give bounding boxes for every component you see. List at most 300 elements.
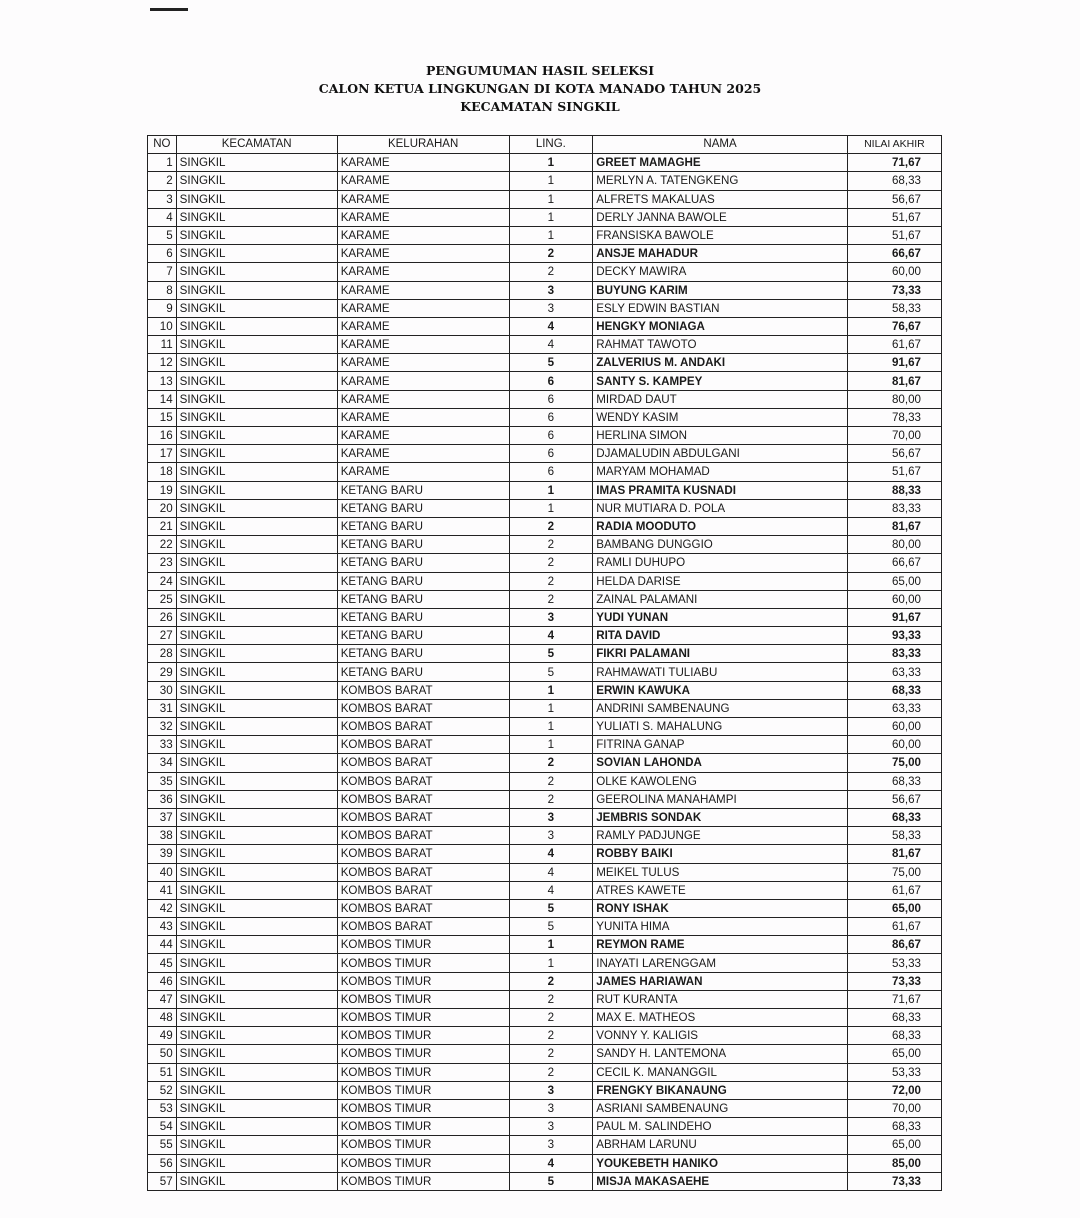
row-no: 39 xyxy=(148,845,177,863)
row-nama: BUYUNG KARIM xyxy=(593,281,848,299)
row-nilai-akhir: 51,67 xyxy=(847,226,941,244)
row-no: 14 xyxy=(148,390,177,408)
row-no: 25 xyxy=(148,590,177,608)
row-nama: ESLY EDWIN BASTIAN xyxy=(593,299,848,317)
row-ling: 3 xyxy=(509,1099,593,1117)
row-no: 40 xyxy=(148,863,177,881)
row-ling: 1 xyxy=(509,154,593,172)
row-nama: SANTY S. KAMPEY xyxy=(593,372,848,390)
row-nama: ATRES KAWETE xyxy=(593,881,848,899)
row-ling: 6 xyxy=(509,372,593,390)
row-nilai-akhir: 68,33 xyxy=(847,1118,941,1136)
row-kelurahan: KOMBOS BARAT xyxy=(337,808,509,826)
row-nama: ALFRETS MAKALUAS xyxy=(593,190,848,208)
row-nama: HERLINA SIMON xyxy=(593,427,848,445)
row-nilai-akhir: 60,00 xyxy=(847,263,941,281)
table-row xyxy=(148,517,942,535)
row-no: 37 xyxy=(148,808,177,826)
row-kecamatan: SINGKIL xyxy=(176,336,337,354)
row-kecamatan: SINGKIL xyxy=(176,1099,337,1117)
row-no: 22 xyxy=(148,536,177,554)
row-kelurahan: KOMBOS BARAT xyxy=(337,699,509,717)
row-no: 46 xyxy=(148,972,177,990)
row-nilai-akhir: 53,33 xyxy=(847,1063,941,1081)
row-ling: 2 xyxy=(509,790,593,808)
row-nama: HELDA DARISE xyxy=(593,572,848,590)
table-row xyxy=(148,663,942,681)
row-ling: 2 xyxy=(509,972,593,990)
row-kelurahan: KARAME xyxy=(337,390,509,408)
table-row xyxy=(148,263,942,281)
row-nilai-akhir: 68,33 xyxy=(847,1009,941,1027)
table-row xyxy=(148,445,942,463)
row-kelurahan: KETANG BARU xyxy=(337,608,509,626)
header-kecamatan: KECAMATAN xyxy=(176,136,337,154)
row-nama: MAX E. MATHEOS xyxy=(593,1009,848,1027)
table-row xyxy=(148,699,942,717)
row-nilai-akhir: 65,00 xyxy=(847,572,941,590)
row-no: 9 xyxy=(148,299,177,317)
row-no: 41 xyxy=(148,881,177,899)
row-nama: RONY ISHAK xyxy=(593,899,848,917)
row-kelurahan: KOMBOS BARAT xyxy=(337,772,509,790)
row-kecamatan: SINGKIL xyxy=(176,517,337,535)
row-nilai-akhir: 83,33 xyxy=(847,499,941,517)
row-nama: RAHMAT TAWOTO xyxy=(593,336,848,354)
row-nama: ASRIANI SAMBENAUNG xyxy=(593,1099,848,1117)
row-kecamatan: SINGKIL xyxy=(176,317,337,335)
table-row xyxy=(148,1027,942,1045)
row-nilai-akhir: 66,67 xyxy=(847,245,941,263)
row-no: 27 xyxy=(148,627,177,645)
row-nama: BAMBANG DUNGGIO xyxy=(593,536,848,554)
row-nilai-akhir: 75,00 xyxy=(847,863,941,881)
row-no: 30 xyxy=(148,681,177,699)
row-ling: 4 xyxy=(509,863,593,881)
row-ling: 4 xyxy=(509,317,593,335)
row-ling: 2 xyxy=(509,536,593,554)
row-nama: JEMBRIS SONDAK xyxy=(593,808,848,826)
row-kelurahan: KARAME xyxy=(337,354,509,372)
row-kecamatan: SINGKIL xyxy=(176,590,337,608)
table-row xyxy=(148,681,942,699)
table-row xyxy=(148,772,942,790)
row-ling: 1 xyxy=(509,954,593,972)
row-nilai-akhir: 73,33 xyxy=(847,972,941,990)
row-kecamatan: SINGKIL xyxy=(176,281,337,299)
row-kelurahan: KOMBOS BARAT xyxy=(337,681,509,699)
row-ling: 2 xyxy=(509,754,593,772)
table-row xyxy=(148,354,942,372)
row-nama: JAMES HARIAWAN xyxy=(593,972,848,990)
row-no: 31 xyxy=(148,699,177,717)
row-no: 42 xyxy=(148,899,177,917)
row-ling: 1 xyxy=(509,499,593,517)
row-nama: REYMON RAME xyxy=(593,936,848,954)
row-no: 21 xyxy=(148,517,177,535)
row-nama: RADIA MOODUTO xyxy=(593,517,848,535)
row-no: 50 xyxy=(148,1045,177,1063)
row-nama: DECKY MAWIRA xyxy=(593,263,848,281)
row-nilai-akhir: 71,67 xyxy=(847,154,941,172)
row-nilai-akhir: 61,67 xyxy=(847,881,941,899)
row-no: 52 xyxy=(148,1081,177,1099)
header-nilai-akhir: NILAI AKHIR xyxy=(847,136,941,154)
row-kecamatan: SINGKIL xyxy=(176,736,337,754)
row-nama: RAMLY PADJUNGE xyxy=(593,827,848,845)
row-no: 13 xyxy=(148,372,177,390)
row-kecamatan: SINGKIL xyxy=(176,408,337,426)
row-kecamatan: SINGKIL xyxy=(176,172,337,190)
row-ling: 6 xyxy=(509,445,593,463)
row-nama: YULIATI S. MAHALUNG xyxy=(593,718,848,736)
row-ling: 3 xyxy=(509,608,593,626)
header-no: NO xyxy=(148,136,177,154)
table-row xyxy=(148,790,942,808)
row-ling: 3 xyxy=(509,827,593,845)
row-kelurahan: KETANG BARU xyxy=(337,499,509,517)
row-nilai-akhir: 58,33 xyxy=(847,299,941,317)
row-no: 38 xyxy=(148,827,177,845)
row-ling: 2 xyxy=(509,245,593,263)
row-no: 24 xyxy=(148,572,177,590)
title-line-2: CALON KETUA LINGKUNGAN DI KOTA MANADO TAHUN 2025 xyxy=(318,81,762,96)
table-row xyxy=(148,226,942,244)
row-ling: 1 xyxy=(509,699,593,717)
table-row xyxy=(148,608,942,626)
row-nama: ERWIN KAWUKA xyxy=(593,681,848,699)
row-kelurahan: KARAME xyxy=(337,154,509,172)
row-kecamatan: SINGKIL xyxy=(176,699,337,717)
row-no: 17 xyxy=(148,445,177,463)
row-ling: 2 xyxy=(509,1045,593,1063)
row-kelurahan: KOMBOS TIMUR xyxy=(337,1136,509,1154)
table-row xyxy=(148,572,942,590)
row-kecamatan: SINGKIL xyxy=(176,572,337,590)
row-nama: RAHMAWATI TULIABU xyxy=(593,663,848,681)
row-kecamatan: SINGKIL xyxy=(176,663,337,681)
row-nilai-akhir: 80,00 xyxy=(847,390,941,408)
row-nama: CECIL K. MANANGGIL xyxy=(593,1063,848,1081)
row-kecamatan: SINGKIL xyxy=(176,463,337,481)
row-kelurahan: KARAME xyxy=(337,463,509,481)
row-ling: 2 xyxy=(509,263,593,281)
table-row xyxy=(148,627,942,645)
row-kelurahan: KARAME xyxy=(337,427,509,445)
row-kecamatan: SINGKIL xyxy=(176,772,337,790)
table-row xyxy=(148,881,942,899)
row-nilai-akhir: 75,00 xyxy=(847,754,941,772)
row-kelurahan: KETANG BARU xyxy=(337,517,509,535)
row-kelurahan: KARAME xyxy=(337,299,509,317)
row-kelurahan: KARAME xyxy=(337,445,509,463)
row-kelurahan: KARAME xyxy=(337,317,509,335)
row-ling: 3 xyxy=(509,1118,593,1136)
row-no: 56 xyxy=(148,1154,177,1172)
row-kecamatan: SINGKIL xyxy=(176,1118,337,1136)
row-nilai-akhir: 85,00 xyxy=(847,1154,941,1172)
table-row xyxy=(148,1081,942,1099)
row-nilai-akhir: 71,67 xyxy=(847,990,941,1008)
row-ling: 2 xyxy=(509,1009,593,1027)
row-kelurahan: KETANG BARU xyxy=(337,536,509,554)
row-nilai-akhir: 91,67 xyxy=(847,354,941,372)
table-row xyxy=(148,281,942,299)
row-kecamatan: SINGKIL xyxy=(176,972,337,990)
row-ling: 2 xyxy=(509,572,593,590)
row-kecamatan: SINGKIL xyxy=(176,881,337,899)
row-nilai-akhir: 61,67 xyxy=(847,336,941,354)
row-no: 36 xyxy=(148,790,177,808)
row-kelurahan: KOMBOS BARAT xyxy=(337,918,509,936)
table-row xyxy=(148,1136,942,1154)
row-no: 2 xyxy=(148,172,177,190)
row-kelurahan: KETANG BARU xyxy=(337,572,509,590)
title-line-3: KECAMATAN SINGKIL xyxy=(460,99,620,114)
row-ling: 3 xyxy=(509,1081,593,1099)
row-nama: OLKE KAWOLENG xyxy=(593,772,848,790)
row-ling: 1 xyxy=(509,190,593,208)
document-header xyxy=(0,62,1080,116)
row-nilai-akhir: 68,33 xyxy=(847,172,941,190)
row-ling: 1 xyxy=(509,481,593,499)
row-kecamatan: SINGKIL xyxy=(176,790,337,808)
row-ling: 5 xyxy=(509,918,593,936)
row-no: 10 xyxy=(148,317,177,335)
table-row xyxy=(148,154,942,172)
row-nama: RITA DAVID xyxy=(593,627,848,645)
row-kelurahan: KETANG BARU xyxy=(337,590,509,608)
row-kecamatan: SINGKIL xyxy=(176,936,337,954)
row-nama: FRANSISKA BAWOLE xyxy=(593,226,848,244)
row-kecamatan: SINGKIL xyxy=(176,245,337,263)
table-row xyxy=(148,918,942,936)
table-row xyxy=(148,954,942,972)
row-ling: 1 xyxy=(509,681,593,699)
row-kecamatan: SINGKIL xyxy=(176,608,337,626)
row-no: 47 xyxy=(148,990,177,1008)
row-nama: MEIKEL TULUS xyxy=(593,863,848,881)
row-nilai-akhir: 91,67 xyxy=(847,608,941,626)
header-nama: NAMA xyxy=(593,136,848,154)
table-row xyxy=(148,645,942,663)
row-nilai-akhir: 65,00 xyxy=(847,1045,941,1063)
table-row xyxy=(148,845,942,863)
row-no: 23 xyxy=(148,554,177,572)
row-nama: MARYAM MOHAMAD xyxy=(593,463,848,481)
row-kecamatan: SINGKIL xyxy=(176,354,337,372)
row-nama: VONNY Y. KALIGIS xyxy=(593,1027,848,1045)
row-kelurahan: KOMBOS BARAT xyxy=(337,863,509,881)
row-nilai-akhir: 68,33 xyxy=(847,808,941,826)
row-kecamatan: SINGKIL xyxy=(176,536,337,554)
row-no: 18 xyxy=(148,463,177,481)
row-nama: NUR MUTIARA D. POLA xyxy=(593,499,848,517)
row-ling: 3 xyxy=(509,299,593,317)
row-nilai-akhir: 51,67 xyxy=(847,208,941,226)
row-nama: WENDY KASIM xyxy=(593,408,848,426)
row-ling: 2 xyxy=(509,517,593,535)
row-no: 12 xyxy=(148,354,177,372)
row-no: 11 xyxy=(148,336,177,354)
row-nilai-akhir: 66,67 xyxy=(847,554,941,572)
row-nama: YUNITA HIMA xyxy=(593,918,848,936)
row-ling: 3 xyxy=(509,1136,593,1154)
row-kelurahan: KOMBOS TIMUR xyxy=(337,1172,509,1190)
row-no: 53 xyxy=(148,1099,177,1117)
row-kecamatan: SINGKIL xyxy=(176,208,337,226)
row-kelurahan: KOMBOS TIMUR xyxy=(337,990,509,1008)
row-no: 55 xyxy=(148,1136,177,1154)
row-ling: 3 xyxy=(509,808,593,826)
row-ling: 1 xyxy=(509,226,593,244)
table-row xyxy=(148,990,942,1008)
row-kelurahan: KETANG BARU xyxy=(337,627,509,645)
row-ling: 6 xyxy=(509,390,593,408)
row-kecamatan: SINGKIL xyxy=(176,645,337,663)
table-row xyxy=(148,481,942,499)
row-kecamatan: SINGKIL xyxy=(176,681,337,699)
row-kecamatan: SINGKIL xyxy=(176,918,337,936)
row-kelurahan: KARAME xyxy=(337,172,509,190)
row-nilai-akhir: 68,33 xyxy=(847,772,941,790)
row-nilai-akhir: 72,00 xyxy=(847,1081,941,1099)
row-no: 45 xyxy=(148,954,177,972)
row-ling: 1 xyxy=(509,736,593,754)
row-kelurahan: KOMBOS TIMUR xyxy=(337,1081,509,1099)
row-nilai-akhir: 73,33 xyxy=(847,1172,941,1190)
row-kecamatan: SINGKIL xyxy=(176,263,337,281)
row-kecamatan: SINGKIL xyxy=(176,445,337,463)
table-row xyxy=(148,1063,942,1081)
row-kelurahan: KARAME xyxy=(337,336,509,354)
row-kelurahan: KETANG BARU xyxy=(337,645,509,663)
row-no: 19 xyxy=(148,481,177,499)
row-kecamatan: SINGKIL xyxy=(176,1172,337,1190)
row-ling: 1 xyxy=(509,936,593,954)
row-nilai-akhir: 60,00 xyxy=(847,718,941,736)
row-kelurahan: KARAME xyxy=(337,263,509,281)
row-no: 54 xyxy=(148,1118,177,1136)
row-kecamatan: SINGKIL xyxy=(176,554,337,572)
row-no: 5 xyxy=(148,226,177,244)
row-kecamatan: SINGKIL xyxy=(176,372,337,390)
row-nilai-akhir: 58,33 xyxy=(847,827,941,845)
table-row xyxy=(148,1045,942,1063)
row-kecamatan: SINGKIL xyxy=(176,863,337,881)
row-nama: SANDY H. LANTEMONA xyxy=(593,1045,848,1063)
row-ling: 4 xyxy=(509,1154,593,1172)
row-ling: 6 xyxy=(509,427,593,445)
row-kelurahan: KOMBOS BARAT xyxy=(337,754,509,772)
row-no: 20 xyxy=(148,499,177,517)
row-nama: FIKRI PALAMANI xyxy=(593,645,848,663)
row-ling: 3 xyxy=(509,281,593,299)
row-no: 43 xyxy=(148,918,177,936)
row-kecamatan: SINGKIL xyxy=(176,1136,337,1154)
scan-mark xyxy=(150,8,188,11)
table-row xyxy=(148,1009,942,1027)
row-nilai-akhir: 63,33 xyxy=(847,699,941,717)
header-ling: LING. xyxy=(509,136,593,154)
row-kelurahan: KOMBOS BARAT xyxy=(337,845,509,863)
table-row xyxy=(148,554,942,572)
row-kelurahan: KOMBOS BARAT xyxy=(337,827,509,845)
row-ling: 5 xyxy=(509,663,593,681)
row-nilai-akhir: 80,00 xyxy=(847,536,941,554)
row-nilai-akhir: 81,67 xyxy=(847,845,941,863)
row-kecamatan: SINGKIL xyxy=(176,1063,337,1081)
row-ling: 6 xyxy=(509,463,593,481)
row-nilai-akhir: 68,33 xyxy=(847,1027,941,1045)
row-ling: 4 xyxy=(509,627,593,645)
row-nilai-akhir: 56,67 xyxy=(847,445,941,463)
table-row xyxy=(148,1099,942,1117)
row-ling: 5 xyxy=(509,1172,593,1190)
row-kelurahan: KARAME xyxy=(337,190,509,208)
row-ling: 4 xyxy=(509,881,593,899)
row-kelurahan: KARAME xyxy=(337,208,509,226)
table-row xyxy=(148,172,942,190)
table-row xyxy=(148,372,942,390)
row-nilai-akhir: 81,67 xyxy=(847,372,941,390)
row-no: 4 xyxy=(148,208,177,226)
row-no: 16 xyxy=(148,427,177,445)
row-kelurahan: KOMBOS TIMUR xyxy=(337,1009,509,1027)
table-row xyxy=(148,590,942,608)
row-kelurahan: KOMBOS TIMUR xyxy=(337,1118,509,1136)
row-kecamatan: SINGKIL xyxy=(176,627,337,645)
row-nama: ZAINAL PALAMANI xyxy=(593,590,848,608)
row-nama: ANSJE MAHADUR xyxy=(593,245,848,263)
row-kelurahan: KOMBOS TIMUR xyxy=(337,1045,509,1063)
row-ling: 4 xyxy=(509,336,593,354)
table-row xyxy=(148,299,942,317)
row-kelurahan: KOMBOS BARAT xyxy=(337,899,509,917)
row-kelurahan: KOMBOS BARAT xyxy=(337,718,509,736)
row-nama: IMAS PRAMITA KUSNADI xyxy=(593,481,848,499)
row-ling: 1 xyxy=(509,718,593,736)
row-kelurahan: KARAME xyxy=(337,281,509,299)
header-kelurahan: KELURAHAN xyxy=(337,136,509,154)
table-row xyxy=(148,499,942,517)
row-kelurahan: KARAME xyxy=(337,245,509,263)
table-row xyxy=(148,390,942,408)
row-kecamatan: SINGKIL xyxy=(176,1027,337,1045)
row-nama: YUDI YUNAN xyxy=(593,608,848,626)
row-ling: 1 xyxy=(509,172,593,190)
row-kelurahan: KOMBOS TIMUR xyxy=(337,936,509,954)
row-ling: 1 xyxy=(509,208,593,226)
row-nilai-akhir: 70,00 xyxy=(847,1099,941,1117)
table-row xyxy=(148,899,942,917)
row-ling: 6 xyxy=(509,408,593,426)
table-row xyxy=(148,427,942,445)
row-ling: 2 xyxy=(509,590,593,608)
row-nilai-akhir: 81,67 xyxy=(847,517,941,535)
row-no: 29 xyxy=(148,663,177,681)
row-kelurahan: KOMBOS TIMUR xyxy=(337,1063,509,1081)
row-no: 1 xyxy=(148,154,177,172)
row-nama: FITRINA GANAP xyxy=(593,736,848,754)
row-nama: DERLY JANNA BAWOLE xyxy=(593,208,848,226)
row-nama: MISJA MAKASAEHE xyxy=(593,1172,848,1190)
row-nama: RUT KURANTA xyxy=(593,990,848,1008)
row-ling: 2 xyxy=(509,554,593,572)
row-kelurahan: KOMBOS BARAT xyxy=(337,790,509,808)
row-nilai-akhir: 53,33 xyxy=(847,954,941,972)
row-kecamatan: SINGKIL xyxy=(176,499,337,517)
